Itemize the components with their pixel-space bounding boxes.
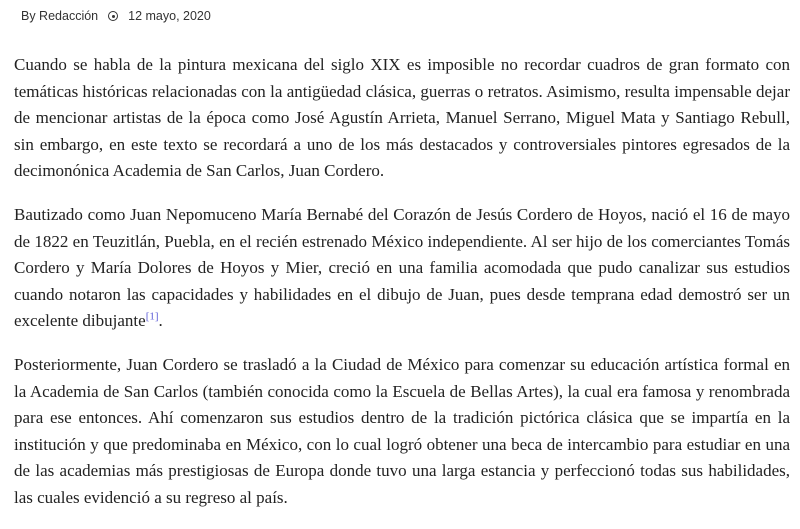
post-date: 12 mayo, 2020 bbox=[128, 9, 211, 23]
paragraph-2 bbox=[14, 202, 790, 335]
author-link[interactable]: By Redacción bbox=[21, 9, 99, 23]
paragraph-2-text: Bautizado como Juan Nepomuceno María Bernabé del Corazón de Jesús Cordero de Hoyos, nació el 16 de mayo de 1822 en Teuzitlán, Puebla, en el recién estrenado México independiente. Al ser hijo de los comerciantes Tomás Cordero y María Dolores de Hoyos y Mier, creció en una familia acomodada que pudo canalizar sus estudios cuando notaron las capacidades y habilidades en el dibujo de Juan, pues desde temprana edad demostró ser un excelente dibujante bbox=[14, 205, 790, 330]
paragraph-1: Cuando se habla de la pintura mexicana del siglo XIX es imposible no recordar cuadros de gran formato con temáticas históricas relacionadas con la antigüedad clásica, guerras o retratos. Asimismo, resulta impensable dejar de mencionar artistas de la época como José Agustín Arrieta, Manuel Serrano, Miguel Mata y Santiago Rebull, sin embargo, en este texto se recordará a uno de los más destacados y controversiales pintores egresados de la decimonónica Academia de San Carlos, Juan Cordero. bbox=[14, 55, 790, 180]
clock-icon bbox=[108, 11, 118, 21]
post-meta bbox=[21, 7, 211, 25]
paragraph-2-end: . bbox=[158, 311, 163, 330]
paragraph-3: Posteriormente, Juan Cordero se trasladó a la Ciudad de México para comenzar su educación artística formal en la Academia de San Carlos (también conocida como la Escuela de Bellas Artes), la cual era famosa y renombrada para ese entonces. Ahí comenzaron sus estudios dentro de la tradición pictórica clásica que se impartía en la institución y que predominaba en México, con lo cual logró obtener una beca de intercambio para estudiar en una de las academias más prestigiosas de Europa donde tuvo una larga estancia y perfeccionó todas sus habilidades, las cuales evidenció a su regreso al país. bbox=[14, 355, 790, 507]
footnote-ref-1[interactable]: [1] bbox=[145, 310, 159, 323]
article-body bbox=[14, 52, 790, 529]
